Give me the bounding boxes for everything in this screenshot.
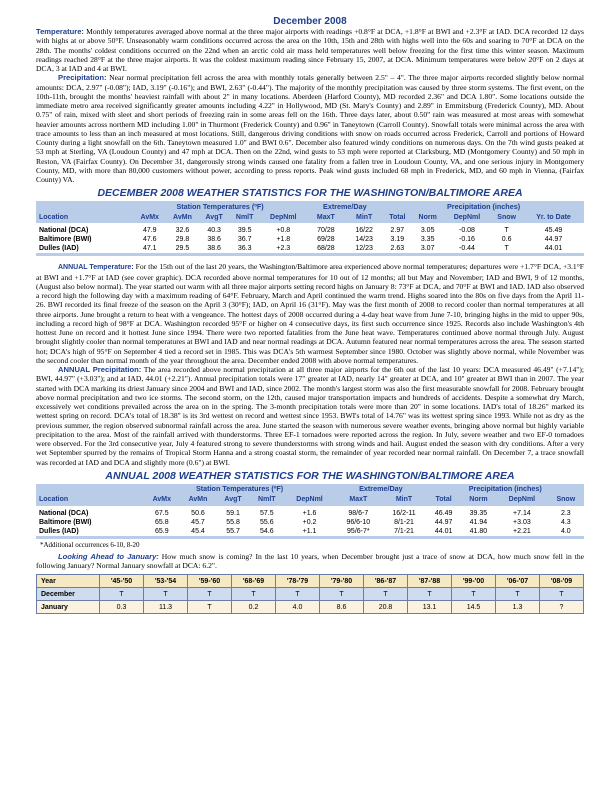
annual-header-cell: Location: [36, 494, 144, 506]
december-data-cell: 47.1: [134, 244, 166, 253]
annual-footnote: *Additional occurrences 6-10, 8-20: [40, 540, 140, 549]
history-december-cell: T: [364, 588, 408, 601]
annual-data-cell: 8/1-21: [381, 518, 426, 527]
annual-header-cell: AvMn: [180, 494, 217, 506]
history-january-cell: 11.3: [144, 601, 188, 614]
annual-data-cell: 96/6-10: [335, 518, 381, 527]
history-january-row: [37, 601, 584, 614]
december-data-cell: -0.44: [444, 244, 491, 253]
december-data-cell: 29.5: [166, 244, 199, 253]
december-header-cell: DepNml: [444, 211, 491, 223]
annual-data-cell: 50.6: [180, 509, 217, 518]
december-header-cell: Snow: [490, 211, 523, 223]
december-header-cell: DepNml: [260, 211, 307, 223]
history-header-cell: '68-'69: [232, 575, 276, 588]
history-december-cell: T: [100, 588, 144, 601]
december-data-cell: 0.6: [490, 235, 523, 244]
annual-header-cell: Total: [427, 494, 461, 506]
december-header-cell: Norm: [412, 211, 444, 223]
annual-data-cell: National (DCA): [36, 509, 144, 518]
history-header-cell: '53-'54: [144, 575, 188, 588]
history-header-cell: '08-'09: [540, 575, 584, 588]
history-header-cell: '79-'80: [320, 575, 364, 588]
annual-table-body: [36, 509, 584, 536]
annual-data-cell: 95/6-7*: [335, 527, 381, 536]
annual-data-cell: Dulles (IAD): [36, 527, 144, 536]
annual-data-cell: +1.6: [284, 509, 335, 518]
december-data-cell: 45.49: [523, 226, 584, 235]
december-data-cell: +2.3: [260, 244, 307, 253]
history-december-cell: December: [37, 588, 100, 601]
annual-data-cell: 7/1-21: [381, 527, 426, 536]
annual-data-cell: 41.94: [461, 518, 497, 527]
december-data-cell: 2.63: [383, 244, 411, 253]
annual-precipitation-lead: ANNUAL Precipitation:: [58, 365, 142, 374]
annual-temperature-paragraph: [36, 262, 584, 365]
annual-data-cell: 16/2-11: [381, 509, 426, 518]
history-december-cell: T: [232, 588, 276, 601]
december-column-headers: [36, 211, 584, 223]
december-data-cell: 44.97: [523, 235, 584, 244]
annual-header-cell: Norm: [461, 494, 497, 506]
december-data-cell: +0.8: [260, 226, 307, 235]
december-data-cell: 38.6: [199, 235, 229, 244]
history-january-cell: 13.1: [408, 601, 452, 614]
page: [36, 16, 584, 614]
annual-data-cell: 67.5: [144, 509, 180, 518]
history-december-cell: T: [408, 588, 452, 601]
december-data-cell: 32.6: [166, 226, 199, 235]
annual-header-cell: MinT: [381, 494, 426, 506]
looking-ahead-paragraph: [36, 552, 584, 571]
december-data-cell: T: [490, 226, 523, 235]
annual-header-cell: AvgT: [216, 494, 250, 506]
december-data-cell: 68/28: [307, 244, 346, 253]
december-data-cell: 70/28: [307, 226, 346, 235]
december-data-cell: Baltimore (BWI): [36, 235, 134, 244]
history-december-row: [37, 588, 584, 601]
annual-data-cell: +3.03: [496, 518, 547, 527]
annual-data-cell: 45.7: [180, 518, 217, 527]
history-header-row: [37, 575, 584, 588]
annual-data-cell: 55.6: [250, 518, 284, 527]
december-data-cell: 3.19: [383, 235, 411, 244]
history-january-cell: 4.0: [276, 601, 320, 614]
history-january-cell: 8.6: [320, 601, 364, 614]
snowfall-history-table: [36, 574, 584, 614]
december-header-cell: AvMn: [166, 211, 199, 223]
annual-data-cell: 44.97: [427, 518, 461, 527]
annual-data-cell: 65.9: [144, 527, 180, 536]
annual-group-station-temperatures: Station Temperatures (ºF): [144, 484, 335, 494]
annual-data-cell: 54.6: [250, 527, 284, 536]
annual-data-cell: +1.1: [284, 527, 335, 536]
annual-data-cell: 2.3: [548, 509, 584, 518]
december-data-cell: 69/28: [307, 235, 346, 244]
history-december-cell: T: [144, 588, 188, 601]
december-data-cell: 40.3: [199, 226, 229, 235]
annual-table-title: ANNUAL 2008 WEATHER STATISTICS FOR THE WASHINGTON/BALTIMORE AREA: [105, 469, 515, 482]
annual-data-cell: 39.35: [461, 509, 497, 518]
precipitation-text: Near normal precipitation fell across the area with monthly totals generally between 2.5" – 4". The three major airports recorded slightly below normal amounts: DCA, 2.97" (-0.08"); IAD, 3.19" (-0.16"); and BWI, 2.63" (-0.44"). The majority of the monthly precipitation was caused by three storm systems. The first event, on the 10th-11th, brought the months' heaviest rainfall with about 2" in many locations. Aberdeen (Harford County), MD recorded 2.36" and DCA 1.80". Some locations outside the immediate metro area received significantly greater amounts including 4.22" in Hollywood, MD (St. Mary's County) and 2.89" in Emmitsburg (Frederick County), MD. About 0.75" of rain, mixed with sleet and short periods of freezing rain in some areas fell on the 16th. Three days later, about 0.50" rain was measured at most areas with somewhat heavier amounts across northern MD including 1.00" in Thurmont (Frederick County) and 0.96" in Taneytown (Carroll County). Snowfall totals were minimal across the area with trace amounts to less than an inch measured at most locations. Still, dangerous driving conditions with snow on roads occurred across Frederick, Carroll and portions of Howard County during a light snowfall on the 6th. Taneytown measured 1.0" and BWI 0.6". December also featured windy conditions on numerous days. On the 7th wind gusts peaked at 53 mph at Sterling, VA (Loudoun County) and 47 mph at DCA. Then on the 22nd, wind gusts to 53 mph were reported at Clarksburg, MD (Montgomery County) and 50 mph in Reston, VA (Fairfax County). On December 31, dangerously strong winds caused one fatality from a fallen tree in Loudoun County, VA, and one serious injury in Montgomery County, MD, with more than 80,000 customers without power, according to press reports. Peak wind gusts included 68 mph in Frederick, MD, and 60 mph in Vienna, (Fairfax County) VA.: [36, 73, 584, 184]
annual-data-cell: 45.4: [180, 527, 217, 536]
december-data-cell: 36.3: [229, 244, 260, 253]
december-data-cell: Dulles (IAD): [36, 244, 134, 253]
annual-temperature-lead: ANNUAL Temperature:: [58, 264, 134, 272]
history-header-cell: Year: [37, 575, 100, 588]
december-header-cell: Location: [36, 211, 134, 223]
table-row: [36, 527, 584, 536]
december-data-cell: 3.05: [412, 226, 444, 235]
december-data-cell: 14/23: [345, 235, 383, 244]
table-row: [36, 518, 584, 527]
history-january-cell: ?: [540, 601, 584, 614]
looking-ahead-text: How much snow is coming? In the last 10 years, when December brought just a trace of snow at DCA, how much snow fell in the following January? Normal January snowfall at DCA: 6.2".: [36, 551, 584, 570]
history-january-cell: 14.5: [452, 601, 496, 614]
december-header-cell: MinT: [345, 211, 383, 223]
december-header-cell: AvMx: [134, 211, 166, 223]
history-january-cell: T: [188, 601, 232, 614]
annual-header-cell: NmlT: [250, 494, 284, 506]
history-header-cell: '86-'87: [364, 575, 408, 588]
december-data-cell: -0.08: [444, 226, 491, 235]
history-january-cell: 20.8: [364, 601, 408, 614]
annual-header-cell: AvMx: [144, 494, 180, 506]
history-header-cell: '06-'07: [496, 575, 540, 588]
december-temperature-paragraph: [36, 27, 584, 73]
annual-data-cell: 55.7: [216, 527, 250, 536]
annual-column-headers: [36, 494, 584, 506]
annual-group-header: [36, 484, 584, 494]
group-extreme-day: Extreme/Day: [307, 201, 384, 211]
group-station-temperatures: Station Temperatures (ºF): [134, 201, 307, 211]
history-header-cell: '78-'79: [276, 575, 320, 588]
december-header-cell: AvgT: [199, 211, 229, 223]
annual-precipitation-text: The area recorded above normal precipitation at all three major airports for the 6th out of the last 10 years: DCA measured 46.49" (+7.14"); BWI, 44.97" (+3.03"); and at IAD, 44.01 (+2.21"). Annual precipitation totals were 17" greater at IAD, nearly 14" greater at DCA, and 10" greater at BWI than in 2007. The year started with DCA marking its driest January since 2004 and BWI and IAD, since 2002. The month's largest storm was also the first measurable snowfall for 2008. February brought above normal precipitation and two ice storms. The second storm, on the 12th, caused major transportation impacts and hundreds of accidents. Despite a somewhat dry March, excessively wet conditions prevailed across the area on in the spring. The 3-month precipitation totals were more than 20" in some locations. IAD's total of 18.26" marked its wettest spring on record. DCA's total of 18.38" is its 3rd wettest on record and wettest since 1953. BWI's total of 14.76" was its wettest spring since 1993. While not as dry as the previous summer, the region observed subnormal rainfall across the area. June started the season with numerous severe weather events, bringing above normal but highly variable precipitation to the area. Most of the rainfall arrived with thunderstorms. Three EF-1 tornadoes were reported across the region. In July, severe weather and two EF-0 tornadoes were observed. For the 3rd consecutive year, July 4 featured strong to severe thunderstorms with strong winds and hail. August ended the season with dry conditions. After a very wet September spurred by the remains of Tropical Storm Hanna and a strong coastal storm, the remainder of year recorded near normal rainfall. On December 7, a trace snowfall was recorded at IAD and DCA and slightly more (0.6") at BWI.: [36, 365, 584, 467]
annual-data-cell: 59.1: [216, 509, 250, 518]
page-title: December 2008: [273, 16, 347, 27]
annual-data-cell: 57.5: [250, 509, 284, 518]
history-december-cell: T: [496, 588, 540, 601]
december-data-cell: 3.35: [412, 235, 444, 244]
history-december-cell: T: [452, 588, 496, 601]
annual-precipitation-paragraph: [36, 365, 584, 467]
history-december-cell: T: [276, 588, 320, 601]
precipitation-lead: Precipitation:: [58, 73, 107, 83]
history-december-cell: T: [188, 588, 232, 601]
annual-data-cell: +0.2: [284, 518, 335, 527]
december-header-cell: Yr. to Date: [523, 211, 584, 223]
history-january-cell: 0.2: [232, 601, 276, 614]
group-precipitation: Precipitation (inches): [383, 201, 584, 211]
history-header-cell: '99-'00: [452, 575, 496, 588]
december-data-cell: 12/23: [345, 244, 383, 253]
december-data-cell: +1.8: [260, 235, 307, 244]
december-data-cell: 2.97: [383, 226, 411, 235]
table-row: [36, 235, 584, 244]
december-data-cell: 29.8: [166, 235, 199, 244]
december-table-body: [36, 226, 584, 253]
annual-data-cell: 44.01: [427, 527, 461, 536]
history-january-cell: January: [37, 601, 100, 614]
december-data-cell: T: [490, 244, 523, 253]
december-stats-table: [36, 201, 584, 256]
december-group-header: [36, 201, 584, 211]
history-header-cell: '87-'88: [408, 575, 452, 588]
temperature-text: Monthly temperatures averaged above normal at the three major airports with readings +0.8°F at DCA, +1.8°F at BWI and +2.3°F at IAD. DCA recorded 12 days with highs at or above 50°F. Unseasonably warm conditions occurred across the area on the 10th, 15th and 28th with highs well into the 60s and soaring to 70°F at DCA on the 28th. The months' coldest conditions occurred on the 22nd when an arctic cold air mass held temperatures well below freezing for the first time this winter season. Maximum readings reached 28°F at the three major airports. It was the coldest maximum reading since February 15, 2007, at DCA. Minimum temperatures were below 20°F on 2 days at DCA, 3 at IAD and 4 at BWI.: [36, 27, 584, 73]
history-header-cell: '45-'50: [100, 575, 144, 588]
annual-data-cell: +2.21: [496, 527, 547, 536]
annual-group-precipitation: Precipitation (inches): [427, 484, 584, 494]
table-row: [36, 226, 584, 235]
annual-data-cell: Baltimore (BWI): [36, 518, 144, 527]
history-january-cell: 0.3: [100, 601, 144, 614]
december-data-cell: 47.6: [134, 235, 166, 244]
annual-header-cell: DepNml: [284, 494, 335, 506]
december-data-cell: 38.6: [199, 244, 229, 253]
temperature-lead: Temperature:: [36, 27, 84, 36]
december-header-cell: NmlT: [229, 211, 260, 223]
history-header-cell: '59-'60: [188, 575, 232, 588]
annual-data-cell: 46.49: [427, 509, 461, 518]
december-data-cell: 47.9: [134, 226, 166, 235]
december-data-cell: 3.07: [412, 244, 444, 253]
annual-data-cell: 4.3: [548, 518, 584, 527]
annual-data-cell: 4.0: [548, 527, 584, 536]
december-header-cell: Total: [383, 211, 411, 223]
annual-data-cell: 98/6-7: [335, 509, 381, 518]
annual-header-cell: Snow: [548, 494, 584, 506]
december-data-cell: 16/22: [345, 226, 383, 235]
december-data-cell: 39.5: [229, 226, 260, 235]
table-row: [36, 509, 584, 518]
december-data-cell: 36.7: [229, 235, 260, 244]
december-data-cell: National (DCA): [36, 226, 134, 235]
annual-header-cell: MaxT: [335, 494, 381, 506]
annual-stats-table: [36, 484, 584, 539]
december-data-cell: -0.16: [444, 235, 491, 244]
december-table-title: DECEMBER 2008 WEATHER STATISTICS FOR THE WASHINGTON/BALTIMORE AREA: [97, 187, 523, 200]
annual-data-cell: +7.14: [496, 509, 547, 518]
annual-header-cell: DepNml: [496, 494, 547, 506]
looking-ahead-lead: Looking Ahead to January:: [58, 551, 159, 561]
history-january-cell: 1.3: [496, 601, 540, 614]
annual-temperature-text: For the 15th out of the last 20 years, the Washington/Baltimore area experienced above normal temperatures; departures were +1.7°F DCA, +3.1°F at BWI and +1.7°F at IAD (see cover graphic). DCA recorded above normal temperatures for 10 out of 12 months; all but May and November; IAD and BWI, 9 of 12 months, (August also below normal). The year started out warm with all three major airports setting record highs on January 8: 73°F at DCA, and 70°F at BWI and IAD. IAD also observed a record high the following day with a maximum reading of 64°F. February, March and April continued the warm trend. Highs soared into the 80s on five days from the April 11-26. BWI recorded its final freeze of the season on the April 3 (30°F); IAD, on April 16 (31°F). May was the first month of 2008 to record cooler than normal temperatures at all three airports. June brought a return to heat with a vengeance. The hottest days of 2008 occurred during a 4-day heat wave from June 7-10, bringing highs in the mid to upper 90s, including a record high of 98°F at DCA. Washington recorded 95°F or higher on 4 consecutive days, its first such occurrence since 1925. Records also include Washington's 4th hottest June on record and it hottest June since 1994. There were two reported fatalities from the June heat wave. Temperatures continued above normal through July. August brought slightly cooler than normal temperatures at BWI and IAD and near normal readings at DCA. Autumn featured near normal temperatures across the area. The season started hot; DCA's high of 95°F on September 4 tied a record set in 1985. This was DCA's 5th warmest September since 1980. October was slightly above normal, while November was the second cooler than normal month of the year throughout the area. December ended 2008 with above normal temperatures.: [36, 262, 584, 365]
annual-data-cell: 65.8: [144, 518, 180, 527]
annual-data-cell: 41.80: [461, 527, 497, 536]
december-data-cell: 44.01: [523, 244, 584, 253]
history-december-cell: T: [540, 588, 584, 601]
history-december-cell: T: [320, 588, 364, 601]
december-header-cell: MaxT: [307, 211, 346, 223]
annual-group-extreme-day: Extreme/Day: [335, 484, 426, 494]
table-row: [36, 244, 584, 253]
december-precipitation-paragraph: [36, 73, 584, 184]
annual-data-cell: 55.8: [216, 518, 250, 527]
